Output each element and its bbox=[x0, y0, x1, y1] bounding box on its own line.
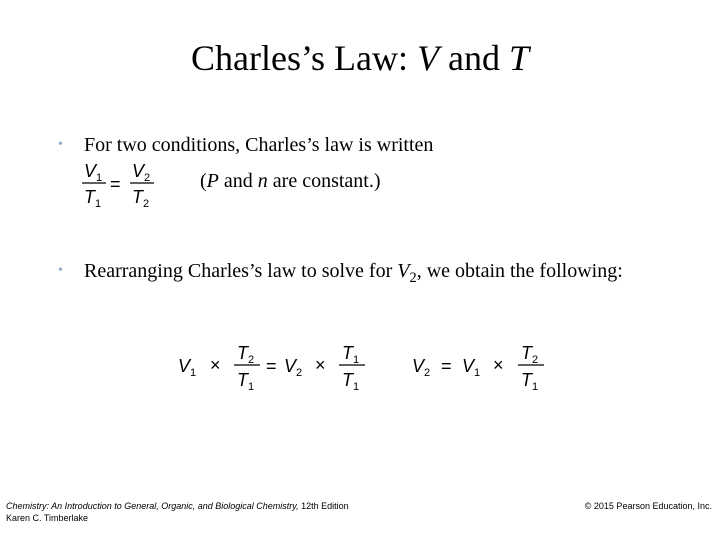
bullet-text-suffix: , we obtain the following: bbox=[416, 260, 623, 282]
law-v2: $V_2$ bbox=[132, 161, 151, 184]
footer-citation bbox=[6, 500, 426, 524]
constant-condition bbox=[200, 170, 381, 193]
bullet-text: For two conditions, Charles’s law is written bbox=[84, 134, 434, 156]
svg-text:T2: $T_2$ bbox=[237, 343, 255, 366]
svg-text:V1: $V_1$ bbox=[462, 356, 481, 379]
title-text: Charles’s Law: bbox=[191, 38, 417, 78]
svg-text:T1: $T_1$ bbox=[342, 343, 360, 366]
law-v1: $V_1$ bbox=[84, 161, 103, 184]
footer-edition: 12th Edition bbox=[298, 501, 349, 511]
times-sign: × bbox=[493, 355, 504, 375]
cond-n: n bbox=[257, 170, 268, 192]
svg-text:V2: $V_2$ bbox=[412, 356, 431, 379]
bullet-dot-icon: • bbox=[58, 137, 63, 152]
cond-p: P bbox=[206, 170, 219, 192]
svg-text:T2: $T_2$ bbox=[521, 343, 539, 366]
bullet-text bbox=[84, 257, 684, 285]
equation-left bbox=[178, 343, 365, 393]
equals-sign: = bbox=[266, 356, 277, 376]
bullet-text-prefix: Rearranging Charles’s law to solve for bbox=[84, 260, 398, 282]
svg-text:T1: $T_1$ bbox=[521, 370, 539, 393]
charles-law-equation bbox=[80, 158, 180, 214]
times-sign: × bbox=[210, 355, 221, 375]
equals-sign: = bbox=[441, 356, 452, 376]
svg-text:V1: $V_1$ bbox=[178, 356, 197, 379]
cond-and: and bbox=[218, 170, 258, 192]
footer-copyright: © 2015 Pearson Education, Inc. bbox=[584, 501, 712, 511]
svg-text:V2: $V_2$ bbox=[284, 356, 303, 379]
cond-rest: are constant.) bbox=[267, 170, 381, 192]
slide-title bbox=[0, 34, 720, 82]
footer-author: Karen C. Timberlake bbox=[6, 513, 89, 523]
cond-open: ( bbox=[200, 170, 207, 192]
law-equals: = bbox=[110, 174, 121, 194]
svg-text:T1: $T_1$ bbox=[237, 370, 255, 393]
bullet-var: V bbox=[397, 260, 410, 282]
title-and: and bbox=[438, 38, 509, 78]
svg-text:T1: $T_1$ bbox=[342, 370, 360, 393]
rearranged-equations bbox=[176, 338, 576, 396]
equation-right bbox=[412, 343, 544, 393]
bullet-var-sub: 2 bbox=[409, 270, 417, 287]
bullet-dot-icon: • bbox=[58, 263, 63, 278]
law-t1: $T_1$ bbox=[84, 187, 102, 210]
law-t2: $T_2$ bbox=[132, 187, 150, 210]
title-var-t: T bbox=[508, 38, 529, 78]
times-sign: × bbox=[315, 355, 326, 375]
footer-book-title: Chemistry: An Introduction to General, Organic, and Biological Chemistry, bbox=[6, 501, 299, 511]
title-var-v: V bbox=[416, 38, 439, 78]
